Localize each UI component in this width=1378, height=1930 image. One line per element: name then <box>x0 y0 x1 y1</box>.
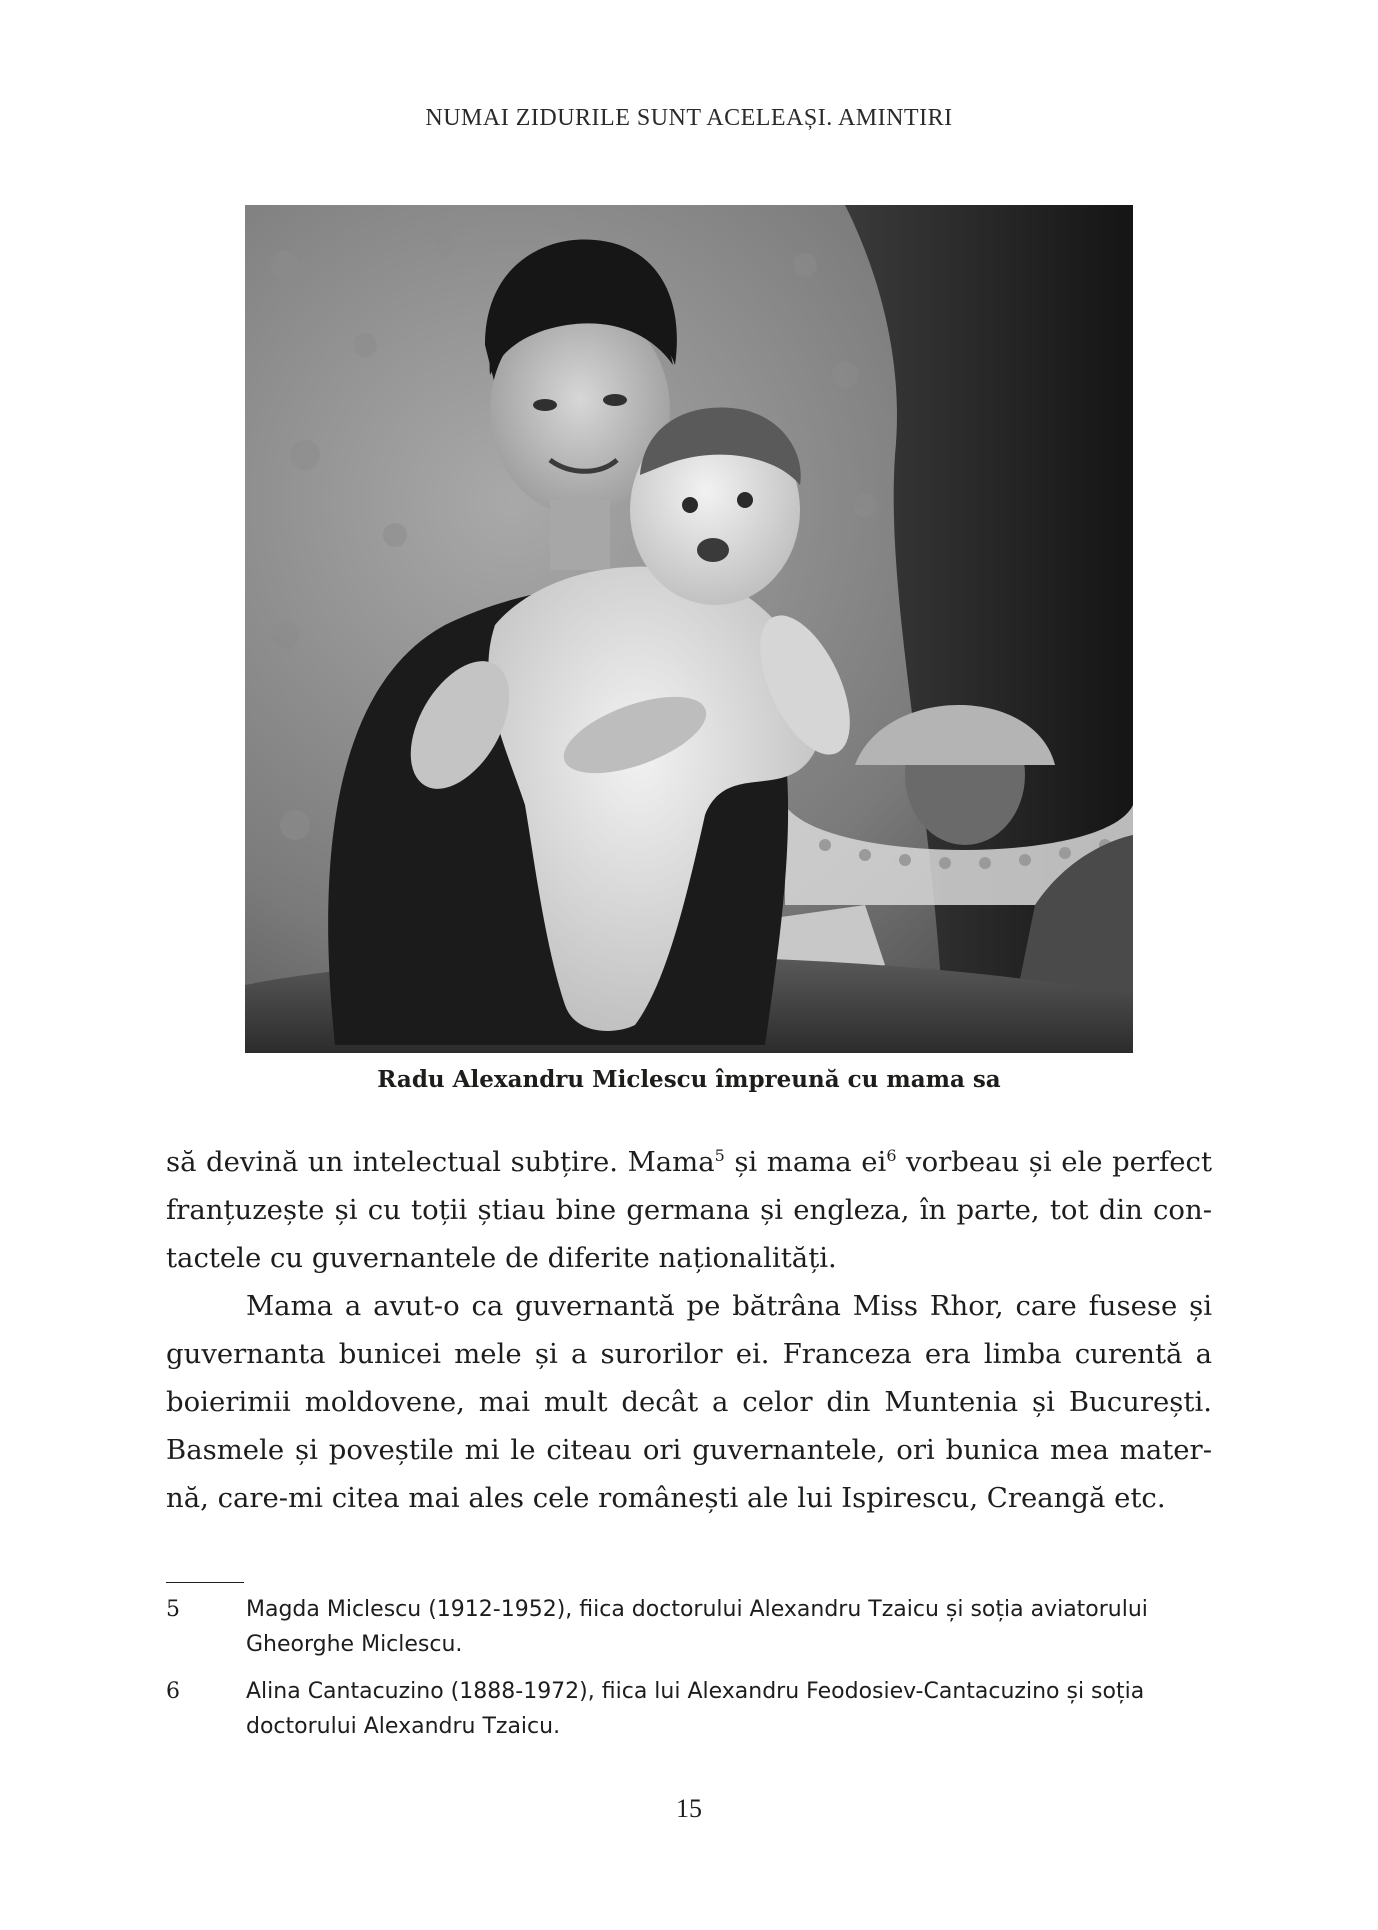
footnote-text: Alina Cantacuzino (1888-1972), fiica lui Alexandru Feodosiev-Cantacuzino și soția doctorului Alexandru Tzaicu. <box>246 1679 1145 1739</box>
footnote-5 <box>166 1592 1212 1662</box>
footnote-separator <box>166 1582 244 1583</box>
photo-caption: Radu Alexandru Miclescu împreună cu mama sa <box>377 1066 1001 1093</box>
paragraph-1-line-1: să devină un intelectual subțire. Mama$^5$ și mama $ei^6$ vorbeau și ele perfect <box>166 1146 1213 1178</box>
paragraph-2-line-2: guvernanta bunicei mele și a surorilor ei. Franceza era limba curentă a <box>166 1338 1212 1370</box>
paragraph-2-line-4: Basmele și poveștile mi le citeau ori guvernantele, ori bunica mea mater- <box>166 1434 1212 1466</box>
page-number: 15 <box>676 1794 702 1823</box>
footnote-6 <box>166 1674 1212 1744</box>
footnote-number: 5 <box>166 1597 180 1622</box>
footnote-text: Magda Miclescu (1912-1952), fiica doctorului Alexandru Tzaicu și soția aviatorului Gheorghe Miclescu. <box>246 1597 1148 1657</box>
paragraph-1-line-3: tactele cu guvernantele de diferite naționalități. <box>166 1242 837 1274</box>
body-text <box>166 1138 1212 1522</box>
footnote-number: 6 <box>166 1679 180 1704</box>
paragraph-1-line-2: franțuzește și cu toții știau bine germana și engleza, în parte, tot din con- <box>166 1194 1212 1226</box>
footnote-ref-5[interactable]: 5 <box>714 1146 725 1165</box>
paragraph-2-line-5: nă, care-mi citea mai ales cele românești ale lui Ispirescu, Creangă etc. <box>166 1482 1166 1514</box>
photograph <box>245 205 1133 1053</box>
paragraph-2-line-1: Mama a avut-o ca guvernantă pe bătrâna Miss Rhor, care fusese și <box>246 1290 1212 1322</box>
running-head: NUMAI ZIDURILE SUNT ACELEAȘI. AMINTIRI <box>425 105 953 131</box>
footnotes <box>166 1592 1212 1756</box>
paragraph-2-line-3: boierimii moldovene, mai mult decât a celor din Muntenia și București. <box>166 1386 1212 1418</box>
photograph-icon <box>245 205 1133 1053</box>
footnote-ref-6[interactable]: 6 <box>886 1146 897 1165</box>
